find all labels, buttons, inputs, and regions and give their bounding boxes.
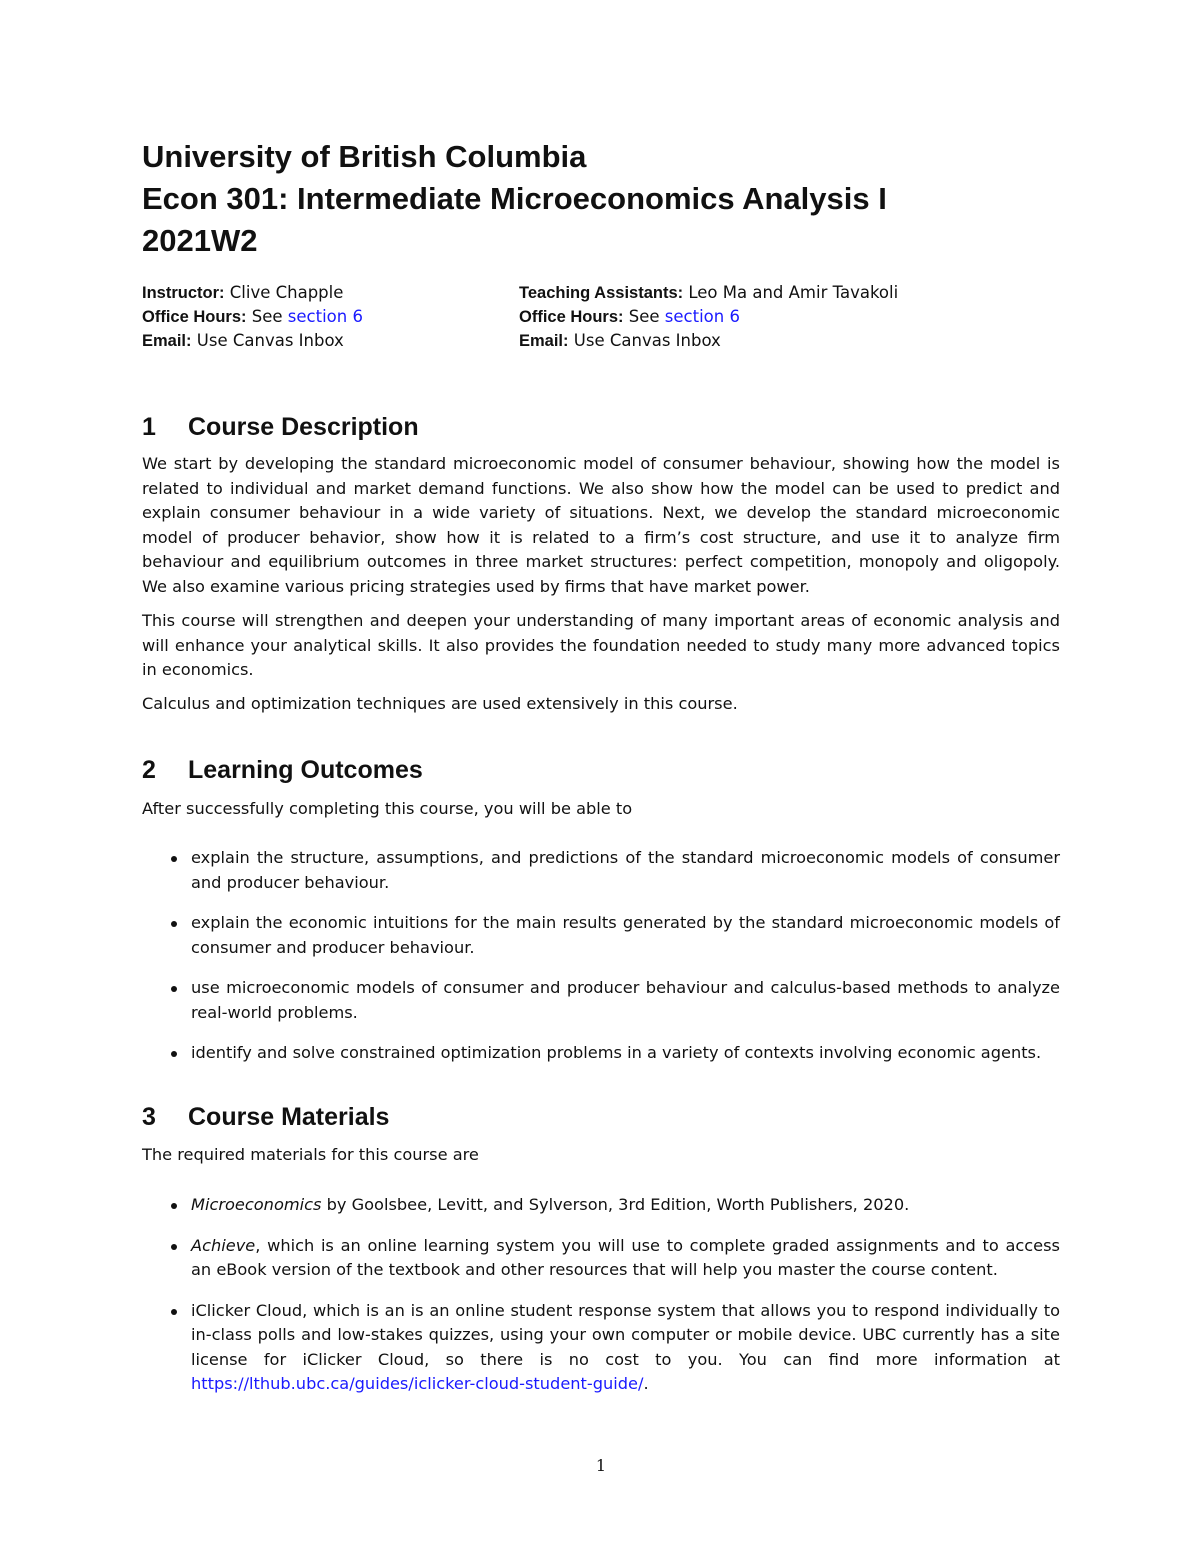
section-title: Course Materials xyxy=(188,1103,390,1131)
section-number: 1 xyxy=(142,413,156,441)
course-description-paragraph-1: We start by developing the standard microeconomic model of consumer behaviour, showing how the model is related to individual and market demand functions. We also show how the model can be used to predict and explain consumer behaviour in a wide variety of situations. Next, we develop the standard microeconomic model of producer behavior, show how it is related to a firm’s cost structure, and use it to analyze firm behaviour and equilibrium outcomes in three market structures: perfect competition, monopoly and oligopoly. We also examine various pricing strategies used by firms that have market power. xyxy=(142,454,1060,596)
course-description-paragraph-3: Calculus and optimization techniques are used extensively in this course. xyxy=(142,694,738,713)
ta-label: Teaching Assistants: xyxy=(519,284,684,302)
bullet-icon xyxy=(171,1051,177,1057)
section-title: Course Description xyxy=(188,413,419,441)
section-title: Learning Outcomes xyxy=(188,756,423,784)
list-item-text: explain the economic intuitions for the main results generated by the standard microeconomic models of consumer and producer behaviour. xyxy=(191,913,1060,957)
section-number: 2 xyxy=(142,756,156,784)
list-item xyxy=(142,1041,1060,1066)
ta-section-6-link[interactable]: section 6 xyxy=(664,307,740,326)
bullet-icon xyxy=(171,1309,177,1315)
ta-email-label: Email: xyxy=(519,332,569,350)
list-item-text: iClicker Cloud, which is an is an online student response system that allows you to respond individually to in-class polls and low-stakes quizzes, using your own computer or mobile device. UBC currently has a site license for iClicker Cloud, so there is no cost to you. You can find more information at xyxy=(191,1300,1060,1369)
term: 2021W2 xyxy=(142,223,258,258)
ta-email-value: Use Canvas Inbox xyxy=(573,331,721,350)
list-item xyxy=(142,1299,1060,1397)
list-item-text: by Goolsbee, Levitt, and Sylverson, 3rd Edition, Worth Publishers, 2020. xyxy=(321,1195,910,1214)
instructor-email-label: Email: xyxy=(142,332,192,350)
section-2-heading xyxy=(142,754,423,786)
ta-names: Leo Ma and Amir Tavakoli xyxy=(688,283,899,302)
university-name: University of British Columbia xyxy=(142,139,587,174)
page-number: 1 xyxy=(595,1456,607,1475)
course-materials-intro: The required materials for this course are xyxy=(142,1145,479,1164)
list-item-text: , which is an online learning system you will use to complete graded assignments and to access an eBook version of the textbook and other resources that will help you master the course content. xyxy=(191,1235,1060,1279)
list-item xyxy=(142,976,1060,1025)
section-1-heading xyxy=(142,411,419,443)
instructor-office-hours-label: Office Hours: xyxy=(142,308,247,326)
iclicker-guide-link[interactable]: https://lthub.ubc.ca/guides/iclicker-cloud-student-guide/ xyxy=(191,1374,644,1393)
textbook-title: Microeconomics xyxy=(191,1195,322,1214)
ta-info xyxy=(519,281,898,353)
achieve-name: Achieve xyxy=(191,1235,256,1255)
ta-office-hours-prefix: See xyxy=(628,307,660,326)
bullet-icon xyxy=(171,986,177,992)
list-item-period: . xyxy=(643,1374,649,1393)
list-item xyxy=(142,1193,1060,1218)
document-title xyxy=(142,136,887,262)
section-number: 3 xyxy=(142,1103,156,1131)
course-title: Econ 301: Intermediate Microeconomics Analysis I xyxy=(142,181,887,216)
bullet-icon xyxy=(171,921,177,927)
section-3-heading xyxy=(142,1101,389,1133)
bullet-icon xyxy=(171,856,177,862)
instructor-name: Clive Chapple xyxy=(229,283,344,302)
ta-office-hours-label: Office Hours: xyxy=(519,308,624,326)
list-item-text: explain the structure, assumptions, and predictions of the standard microeconomic models of consumer and producer behaviour. xyxy=(191,848,1060,892)
bullet-icon xyxy=(171,1203,177,1209)
instructor-email-value: Use Canvas Inbox xyxy=(196,331,344,350)
instructor-section-6-link[interactable]: section 6 xyxy=(287,307,363,326)
instructor-info xyxy=(142,281,363,353)
instructor-office-hours-prefix: See xyxy=(251,307,283,326)
course-materials-list xyxy=(142,1193,1060,1413)
course-description-paragraph-2: This course will strengthen and deepen your understanding of many important areas of economic analysis and will enhance your analytical skills. It also provides the foundation needed to study many more advanced topics in economics. xyxy=(142,611,1060,679)
instructor-label: Instructor: xyxy=(142,284,225,302)
list-item xyxy=(142,1234,1060,1283)
learning-outcomes-intro: After successfully completing this course, you will be able to xyxy=(142,799,633,818)
list-item-text: identify and solve constrained optimization problems in a variety of contexts involving economic agents. xyxy=(191,1043,1042,1062)
list-item xyxy=(142,846,1060,895)
list-item xyxy=(142,911,1060,960)
list-item-text: use microeconomic models of consumer and producer behaviour and calculus-based methods to analyze real-world problems. xyxy=(191,978,1060,1022)
bullet-icon xyxy=(171,1244,177,1250)
learning-outcomes-list xyxy=(142,846,1060,1082)
